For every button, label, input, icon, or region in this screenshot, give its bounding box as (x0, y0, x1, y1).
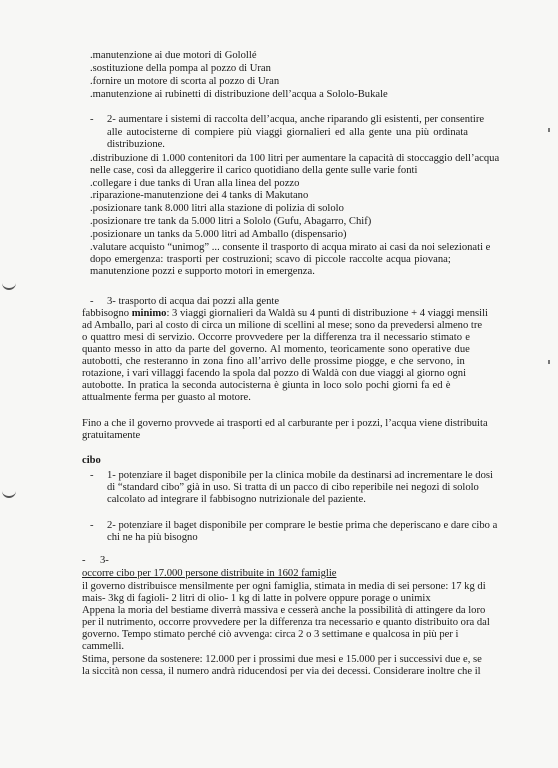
bullet-dash: - (90, 296, 94, 307)
paragraph-line: 1- potenziare il baget disponibile per la clinica mobile da destinarsi ad incrementare le dosi (107, 470, 493, 481)
paragraph-line: la siccità non cessa, il numero andrà riducendosi per via dei decessi. Considerare inoltre che il (82, 666, 481, 677)
item-number: 3- (100, 555, 109, 566)
paragraph-line: calcolato ad integrare il fabbisogno nutrizionale del paziente. (107, 494, 366, 505)
paragraph-line: 2- aumentare i sistemi di raccolta dell’acqua, anche riparando gli esistenti, per consentire (107, 114, 485, 125)
section-heading: cibo (82, 455, 101, 466)
bold-term: minimo (131, 308, 167, 319)
paragraph-line: rotazione, i vari villaggi facendo la spola dal pozzo di Waldà con due viaggi al giorno ogni (82, 368, 467, 379)
text-run: fabbisogno (82, 308, 132, 319)
paragraph-line: governo. Tempo stimato perché ciò avvenga: circa 2 o 3 settimane e qualcosa in più per i (82, 629, 459, 640)
paragraph-line: autobotte. In pratica la seconda autocisterna è giunta in loco solo pochi giorni fa ed è (82, 380, 451, 391)
paragraph-line: attualmente ferma per guasto al motore. (82, 392, 251, 403)
list-item: .posizionare un tanks da 5.000 litri ad Amballo (dispensario) (90, 229, 347, 240)
list-item: .distribuzione di 1.000 contenitori da 100 litri per aumentare la capacità di stoccaggio dell’acqua (90, 153, 500, 164)
paragraph-line: il governo distribuisce mensilmente per ogni famiglia, stimata in media di sei persone: 17 kg di (82, 581, 486, 592)
binder-hole-mark (2, 490, 16, 498)
paragraph-line: o quattro mesi di servizio. Occorre provvedere per la differenza tra il necessario stimato e (82, 332, 470, 343)
paragraph-line: quanto messo in atto da parte del governo. Al momento, teoricamente sono operative due (82, 344, 470, 355)
paragraph-line: Fino a che il governo provvede ai trasporti ed al carburante per i pozzi, l’acqua viene distribuita (82, 418, 488, 429)
paragraph-line (82, 308, 488, 320)
scan-speck (548, 128, 550, 132)
underlined-line: occorre cibo per 17.000 persone distribuite in 1602 famiglie (82, 568, 337, 579)
bullet-dash: - (90, 520, 94, 531)
paragraph-line: 2- potenziare il baget disponibile per comprare le bestie prima che deperiscano e dare cibo a (107, 520, 498, 531)
list-item: .posizionare tre tank da 5.000 litri a Sololo (Gufu, Abagarro, Chif) (90, 216, 372, 227)
paragraph-line: cammelli. (82, 641, 125, 652)
bullet-dash: - (90, 114, 94, 125)
list-item: .sostituzione della pompa al pozzo di Uran (90, 63, 271, 74)
paragraph-line: alle autocisterne di compiere più viaggi giornalieri ed alla gente una più ordinata (107, 127, 469, 138)
bullet-dash: - (90, 470, 94, 481)
bullet-dash: - (82, 555, 86, 566)
paragraph-line: autobotti, che resteranno in zona fino all’arrivo delle prossime piogge, e che servono, in (82, 356, 465, 367)
paragraph-line: mais- 3kg di fagioli- 2 litri di olio- 1 kg di latte in polvere oppure porage o unimix (82, 593, 431, 604)
list-item: .riparazione-manutenzione dei 4 tanks di Makutano (90, 190, 309, 201)
paragraph-line: di “standard cibo” già in uso. Si tratta di un pacco di cibo reperibile nei negozi di sololo (107, 482, 479, 493)
paragraph-line: per il nutrimento, occorre provvedere per la differenza tra necessario e quanto distribuito ora dal (82, 617, 490, 628)
paragraph-line: chi ne ha più bisogno (107, 532, 198, 543)
paragraph-line: gratuitamente (82, 430, 141, 441)
section-title: 3- trasporto di acqua dai pozzi alla gente (107, 296, 280, 307)
list-item: .manutenzione ai rubinetti di distribuzione dell’acqua a Sololo-Bukale (90, 89, 388, 100)
list-item: .manutenzione ai due motori di Golollé (90, 50, 257, 61)
paragraph-line: Stima, persone da sostenere: 12.000 per i prossimi due mesi e 15.000 per i successivi due e, se (82, 654, 482, 665)
list-item: .valutare acquisto “unimog” ... consente il trasporto di acqua mirato ai casi da noi selezionati e (90, 242, 491, 253)
binder-hole-mark (2, 282, 16, 290)
list-item: .collegare i due tanks di Uran alla linea del pozzo (90, 178, 300, 189)
paragraph-line: Appena la moria del bestiame diverrà massiva e cesserà anche la possibilità di attingere da loro (82, 605, 486, 616)
list-item: .fornire un motore di scorta al pozzo di Uran (90, 76, 280, 87)
paragraph-line: distribuzione. (107, 139, 165, 150)
list-item: dopo emergenza: trasporti per costruzioni; scavo di piccole raccolte acqua piovana; (90, 254, 451, 265)
text-run: : 3 viaggi giornalieri da Waldà su 4 punti di distribuzione + 4 viaggi mensili (166, 308, 488, 319)
list-item: .posizionare tank 8.000 litri alla stazione di polizia di sololo (90, 203, 344, 214)
list-item: manutenzione pozzi e supporto motori in emergenza. (90, 266, 315, 277)
list-item: nelle case, così da alleggerire il carico quotidiano della gente sulle varie fonti (90, 165, 418, 176)
paragraph-line: ad Amballo, pari al costo di circa un milione di scellini al mese; sono da prevedersi almeno tre (82, 320, 483, 331)
scan-speck (548, 360, 550, 364)
